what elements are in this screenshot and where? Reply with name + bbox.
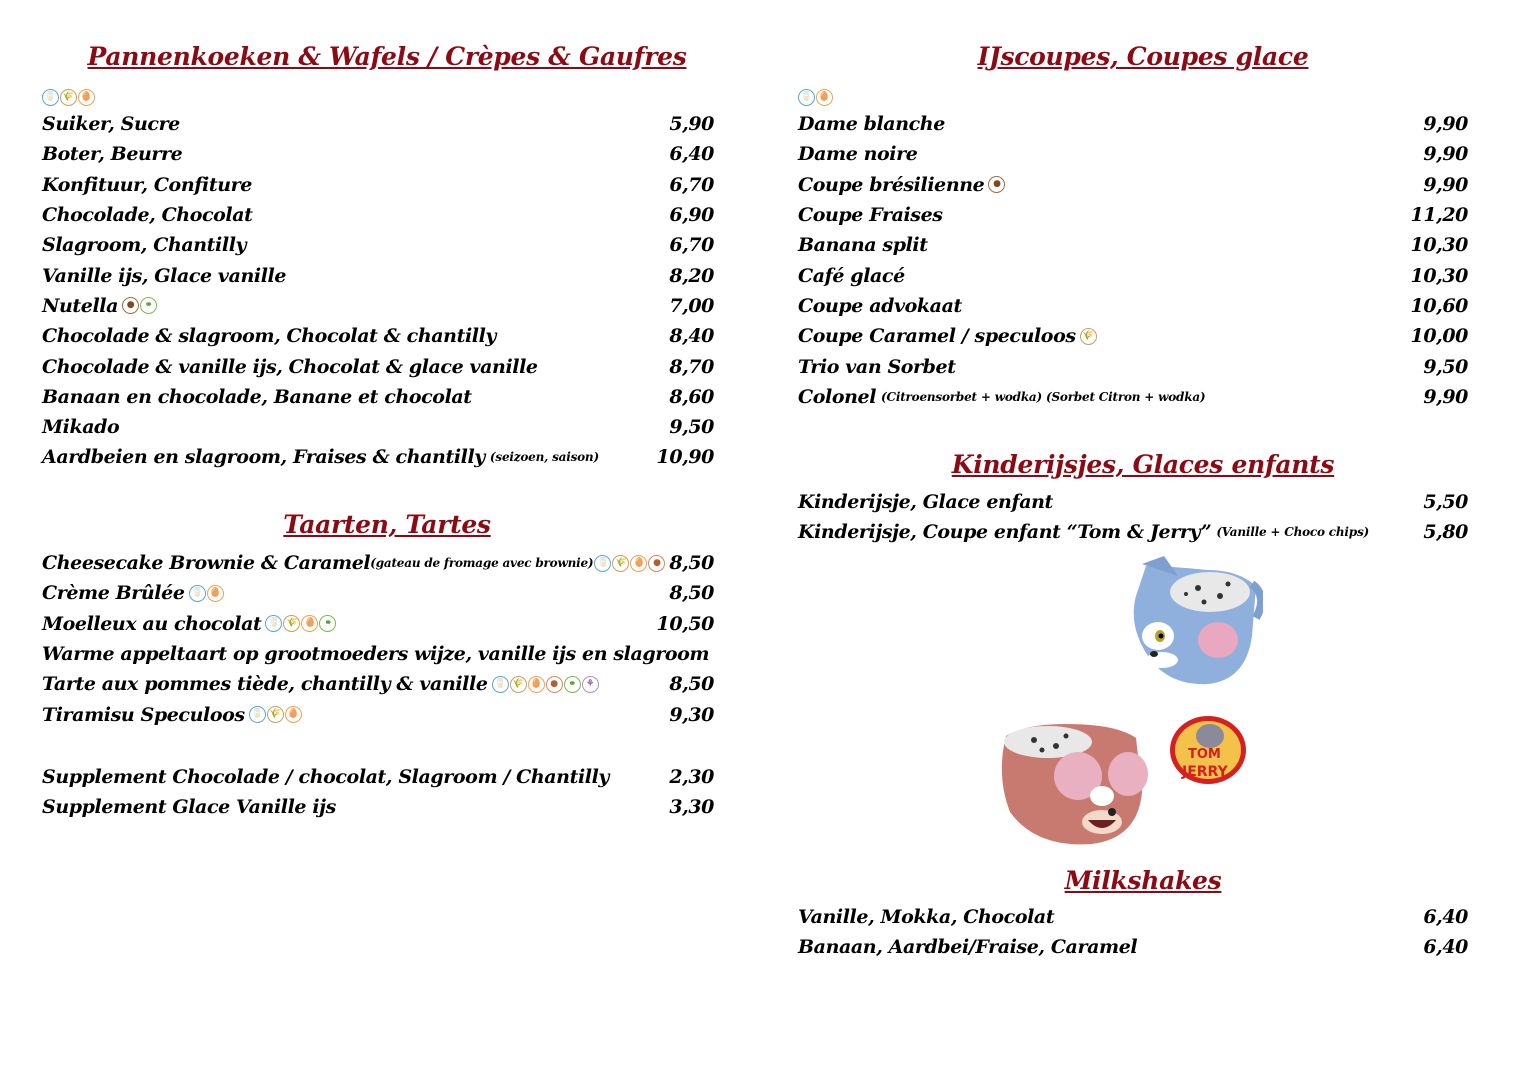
gluten-icon: 🌾 [1080, 328, 1097, 345]
soy-icon: ⚭ [319, 615, 336, 632]
egg-icon: 🥚 [528, 676, 545, 693]
menu-item: Kinderijsje, Glace enfant 5,50 [798, 491, 1468, 514]
gluten-icon: 🌾 [510, 676, 527, 693]
egg-icon: 🥚 [285, 706, 302, 723]
supplements-list [42, 762, 714, 823]
coupes-list [798, 109, 1468, 412]
menu-item: Chocolade & slagroom, Chocolat & chantilly 8,40 [42, 325, 714, 348]
milkshakes-heading: Milkshakes [1064, 866, 1222, 895]
egg-icon: 🥚 [207, 585, 224, 602]
menu-item: Coupe brésilienne ● 9,90 [798, 173, 1468, 196]
milk-icon: 🥛 [249, 706, 266, 723]
menu-item: Supplement Chocolade / chocolat, Slagroom / Chantilly 2,30 [42, 766, 714, 789]
nut-icon: ● [988, 176, 1005, 193]
sesame-icon: ⚘ [582, 676, 599, 693]
menu-item: Crème Brûlée 🥛 🥚 8,50 [42, 582, 714, 605]
menu-item: Banaan en chocolade, Banane et chocolat 8,60 [42, 385, 714, 408]
kids-list [798, 487, 1468, 548]
menu-item: Banaan, Aardbei/Fraise, Caramel 6,40 [798, 936, 1468, 959]
menu-item: Slagroom, Chantilly 6,70 [42, 234, 714, 257]
tom-and-jerry-logo [1166, 712, 1250, 788]
gluten-icon: 🌾 [612, 555, 629, 572]
logo-top-text: TOM [1188, 747, 1221, 762]
coupes-allergen-icons [798, 86, 833, 108]
menu-item: Nutella ● ⚭ 7,00 [42, 294, 714, 317]
menu-item: Banana split 10,30 [798, 234, 1468, 257]
menu-item: Dame blanche 9,90 [798, 113, 1468, 136]
milk-icon: 🥛 [492, 676, 509, 693]
milk-icon: 🥛 [798, 89, 815, 106]
menu-item: Suiker, Sucre 5,90 [42, 113, 714, 136]
menu-item: Moelleux au chocolat 🥛 🌾 🥚 ⚭ 10,50 [42, 612, 714, 635]
coupes-heading: IJscoupes, Coupes glace [977, 42, 1309, 71]
egg-icon: 🥚 [816, 89, 833, 106]
menu-item: Coupe Caramel / speculoos 🌾 10,00 [798, 325, 1468, 348]
menu-item: Coupe advokaat 10,60 [798, 294, 1468, 317]
kids-heading: Kinderijsjes, Glaces enfants [951, 450, 1335, 479]
pancakes-list [42, 109, 714, 473]
nut-icon: ● [122, 297, 139, 314]
menu-item: Mikado 9,50 [42, 416, 714, 439]
logo-bottom-text: JERRY [1182, 764, 1228, 780]
soy-icon: ⚭ [140, 297, 157, 314]
tarts-heading: Taarten, Tartes [283, 510, 491, 539]
soy-icon: ⚭ [564, 676, 581, 693]
menu-item: Warme appeltaart op grootmoeders wijze, vanille ijs en slagroom [42, 643, 710, 666]
menu-item: Boter, Beurre 6,40 [42, 143, 714, 166]
menu-item: Cheesecake Brownie & Caramel (gateau de fromage avec brownie) 🥛 🌾 🥚 ● 8,50 [42, 552, 714, 575]
menu-item: Aardbeien en slagroom, Fraises & chantilly (seizoen, saison) 10,90 [42, 446, 714, 469]
menu-item: Supplement Glace Vanille ijs 3,30 [42, 796, 714, 819]
pancakes-heading: Pannenkoeken & Wafels / Crèpes & Gaufres [87, 42, 687, 71]
menu-item: Colonel (Citroensorbet + wodka) (Sorbet Citron + wodka) 9,90 [798, 385, 1468, 408]
milk-icon: 🥛 [42, 89, 59, 106]
gluten-icon: 🌾 [267, 706, 284, 723]
pancakes-allergen-icons [42, 86, 95, 108]
tom-cup-image [1128, 556, 1263, 696]
peanut-icon: ● [648, 555, 665, 572]
peanut-icon: ● [546, 676, 563, 693]
egg-icon: 🥚 [301, 615, 318, 632]
milkshakes-list [798, 902, 1468, 963]
menu-item: Tarte aux pommes tiède, chantilly & vanille 🥛 🌾 🥚 ● ⚭ ⚘ 8,50 [42, 673, 714, 696]
menu-item: Tiramisu Speculoos 🥛 🌾 🥚 9,30 [42, 703, 714, 726]
menu-item: Dame noire 9,90 [798, 143, 1468, 166]
menu-item: Konfituur, Confiture 6,70 [42, 173, 714, 196]
menu-item: Coupe Fraises 11,20 [798, 204, 1468, 227]
menu-item: Chocolade & vanille ijs, Chocolat & glace vanille 8,70 [42, 355, 714, 378]
menu-item: Trio van Sorbet 9,50 [798, 355, 1468, 378]
milk-icon: 🥛 [189, 585, 206, 602]
jerry-cup-image [996, 716, 1151, 851]
milk-icon: 🥛 [594, 555, 611, 572]
egg-icon: 🥚 [78, 89, 95, 106]
menu-item: Chocolade, Chocolat 6,90 [42, 204, 714, 227]
gluten-icon: 🌾 [283, 615, 300, 632]
menu-item: Kinderijsje, Coupe enfant “Tom & Jerry” (Vanille + Choco chips) 5,80 [798, 521, 1468, 544]
menu-item: Vanille, Mokka, Chocolat 6,40 [798, 906, 1468, 929]
egg-icon: 🥚 [630, 555, 647, 572]
milk-icon: 🥛 [265, 615, 282, 632]
tarts-list [42, 548, 714, 730]
menu-item: Vanille ijs, Glace vanille 8,20 [42, 264, 714, 287]
menu-item: Café glacé 10,30 [798, 264, 1468, 287]
gluten-icon: 🌾 [60, 89, 77, 106]
